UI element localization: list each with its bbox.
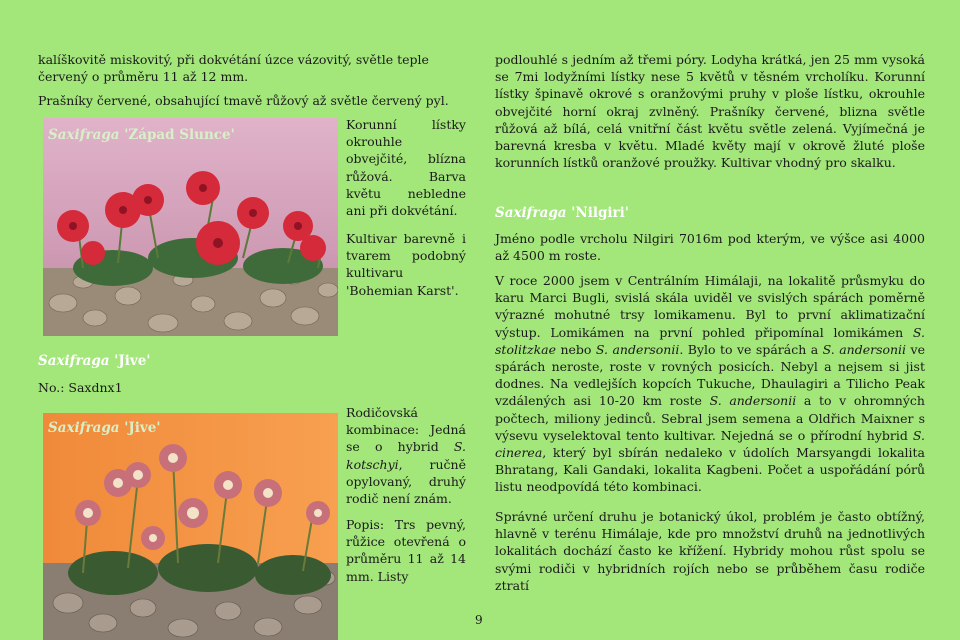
parent-combination: Rodičovská kombinace: Jedná se o hybrid S. kotschyi, ručně opylovaný, druhý rodič není znám. — [346, 405, 466, 507]
anthers-text: Prašníky červené, obsahující tmavě růžový až světle červený pyl. — [38, 93, 449, 108]
photo-jive — [43, 413, 338, 640]
cultivar-comparison: Kultivar barevně i tvarem podobný kultivaru 'Bohemian Karst'. — [346, 231, 466, 298]
photo-zapad-slunce — [43, 118, 338, 336]
petal-description: Korunní lístky okrouhle obvejčité, blízna růžová. Barva květu nebledne ani při dokvétání. — [346, 117, 466, 219]
page-number: 9 — [475, 613, 483, 627]
nilgiri-identification: Správné určení druhu je botanický úkol, problém je často obtížný, hlavně v terénu Himálaje, kde pro množství druhů na jednotlivých lokalitách dochází často ke křížení. Hybridy mohou růst spolu se svými rodiči v hybridních rojích nebo se průběhem času rodiče ztratí — [495, 509, 925, 593]
description-start: Popis: Trs pevný, růžice otevřená o průměru 11 až 14 mm. Listy — [346, 517, 466, 584]
nilgiri-history: V roce 2000 jsem v Centrálním Himálaji, na lokalitě průsmyku do karu Marci Bugli, svislá skála uviděl ve svislých spárách poměrně výrazné mohutné trsy lomikamenu. Byl to první aklimatizační výstup. Lomikámen na první pohled připomínal lomikámen S. stolitzkae nebo S. andersonii. Bylo to ve spárách a S. andersonii ve spárách neroste, roste v rovných posicích. Nebyl a nejsem si jist dodnes. Na vedlejších kopcích Tukuche, Dhaulagiri a Tilicho Peak vzdálených asi 10-20 km roste S. andersonii a to v ohromných počtech, miliony jedinců. Sebral jsem semena a Oldřich Maixner s výsevu vyselektoval tento kultivar. Nejedná se o přírodní hybrid S. cinerea, který byl sbírán nedaleko v údolích Marsyangdi lokalita Bhratang, Kali Gandaki, lokalita Kagbeni. Počet a uspořádání pórů listu neodpovídá této kombinaci. — [495, 273, 925, 495]
registration-number: No.: Saxdnx1 — [38, 380, 123, 395]
intro-text — [38, 51, 466, 85]
photo1-caption: Saxifraga 'Západ Slunce' — [48, 127, 235, 143]
heading-jive: Saxifraga 'Jive' — [38, 353, 151, 369]
intro-line-2: červený o průměru 11 až 12 mm. — [38, 69, 249, 85]
jive-description-continued: podlouhlé s jedním až třemi póry. Lodyha krátká, jen 25 mm vysoká se 7mi lodyžními lístky nese 5 květů v těsném vrcholíku. Korunní lístky špinavě okrové s oranžovými pruhy v ploše lístku, okrouhle obvejčité horní okraj zvlněný. Prašníky červené, blizna světle růžová až bílá, celá vnitřní část květu světle zelená. Vyjímečná je barevná kresba v květu. Mladé květy mají v okrově žluté ploše korunních lístků oranžové proužky. Kultivar vhodný pro skalku. — [495, 52, 925, 171]
photo2-caption: Saxifraga 'Jive' — [48, 420, 161, 436]
heading-nilgiri: Saxifraga 'Nilgiri' — [495, 205, 629, 221]
intro-line-1: kalíškovitě miskovitý, při dokvétání úzce vázovitý, světle teple — [38, 52, 429, 67]
nilgiri-name-origin: Jméno podle vrcholu Nilgiri 7016m pod kterým, ve výšce asi 4000 až 4500 m roste. — [495, 231, 925, 264]
